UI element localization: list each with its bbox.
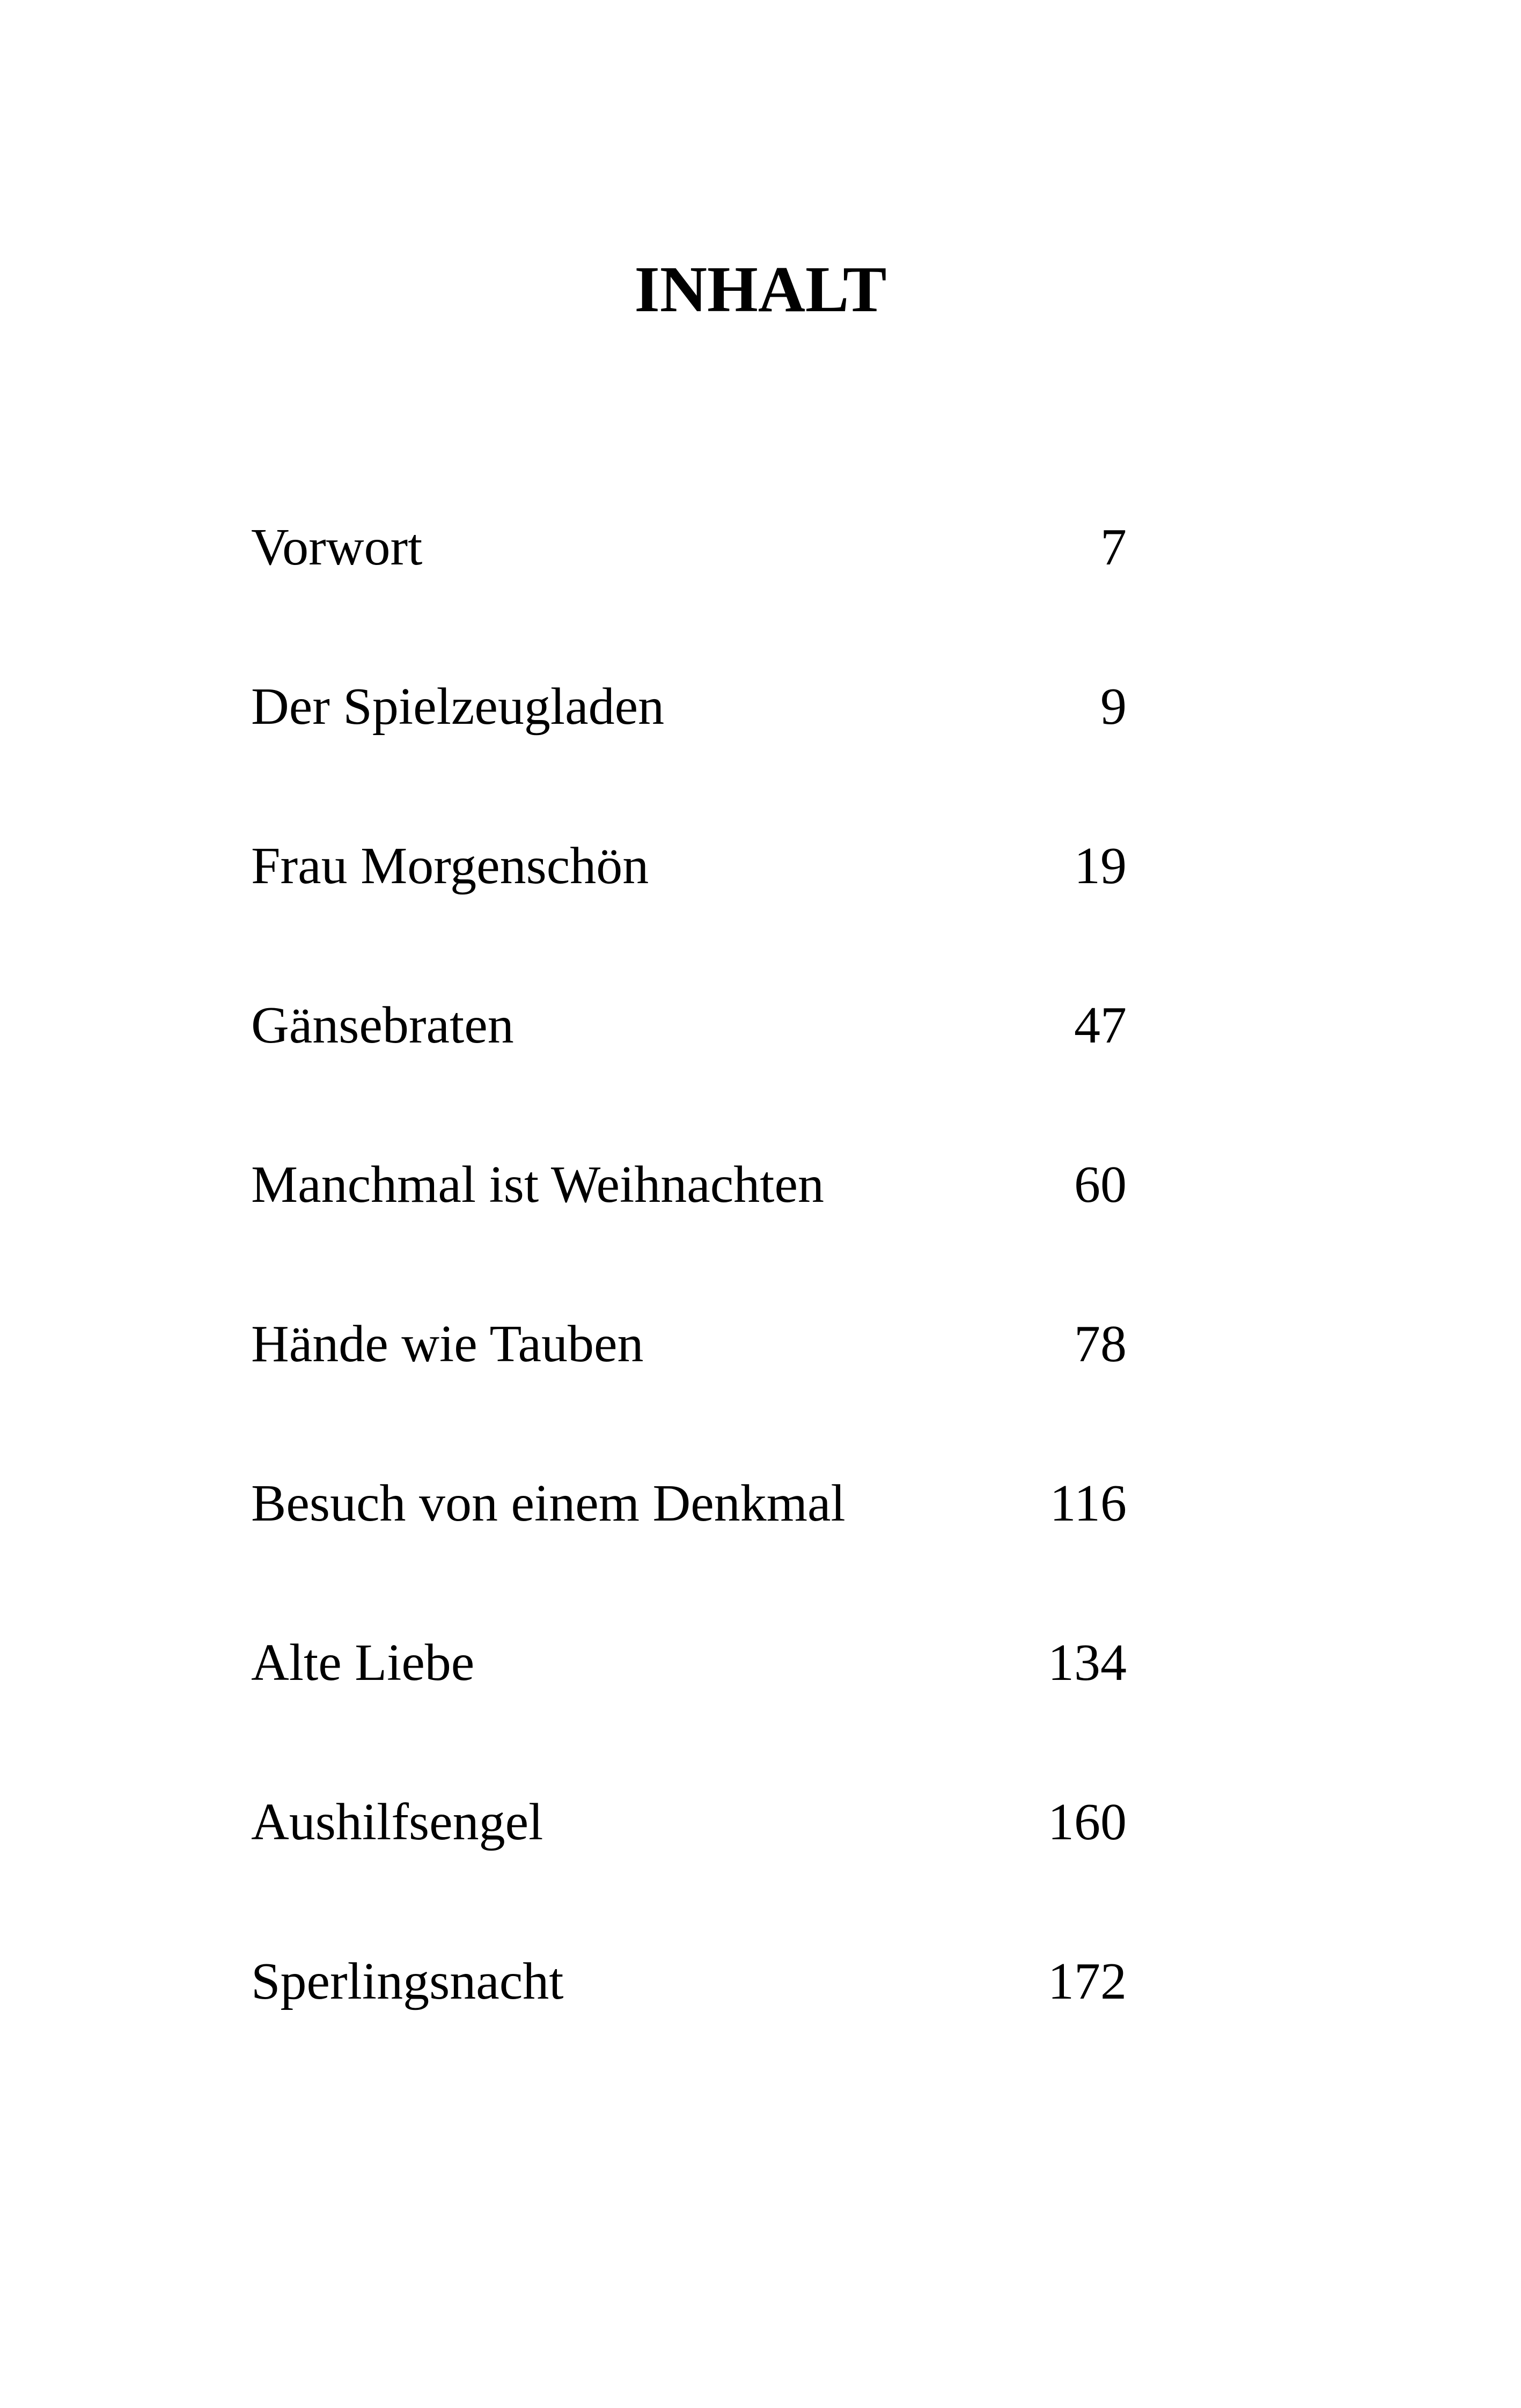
toc-entry-page: 160	[1048, 1793, 1127, 1851]
toc-entry-title: Der Spielzeugladen	[251, 678, 665, 736]
toc-entry-title: Gänsebraten	[251, 996, 514, 1054]
toc-entry	[251, 996, 1127, 1054]
toc-entry	[251, 1952, 1127, 2010]
toc-entry	[251, 520, 1127, 574]
toc-entry	[251, 1636, 1127, 1690]
toc-entry-page: 7	[1100, 518, 1127, 576]
page-title: INHALT	[634, 253, 887, 326]
toc-entry-title: Hände wie Tauben	[251, 1315, 644, 1373]
toc-entry	[251, 678, 1127, 736]
toc-entry-title: Vorwort	[251, 518, 423, 576]
toc-entry-title: Frau Morgenschön	[251, 837, 649, 895]
toc-entry	[251, 839, 1127, 893]
toc-entry-title: Manchmal ist Weihnachten	[251, 1156, 824, 1214]
toc-entry-title: Aushilfsengel	[251, 1793, 543, 1851]
toc-entry-page: 172	[1048, 1952, 1127, 2010]
toc-entry	[251, 1474, 1127, 1532]
toc-entry-title: Alte Liebe	[251, 1634, 475, 1692]
toc-entry-page: 134	[1048, 1634, 1127, 1692]
toc-entry-page: 78	[1074, 1315, 1127, 1373]
toc-entry-page: 47	[1074, 996, 1127, 1054]
toc-entry	[251, 1795, 1127, 1849]
toc-entry-page: 9	[1100, 678, 1127, 736]
toc-entry-title: Sperlingsnacht	[251, 1952, 564, 2010]
toc-entry-page: 116	[1049, 1474, 1127, 1532]
toc-entry-page: 19	[1074, 837, 1127, 895]
toc-entry-page: 60	[1074, 1156, 1127, 1214]
toc-entry-title: Besuch von einem Denkmal	[251, 1474, 846, 1532]
toc-entry	[251, 1317, 1127, 1371]
toc-entry	[251, 1158, 1127, 1212]
table-of-contents	[251, 520, 1127, 2008]
